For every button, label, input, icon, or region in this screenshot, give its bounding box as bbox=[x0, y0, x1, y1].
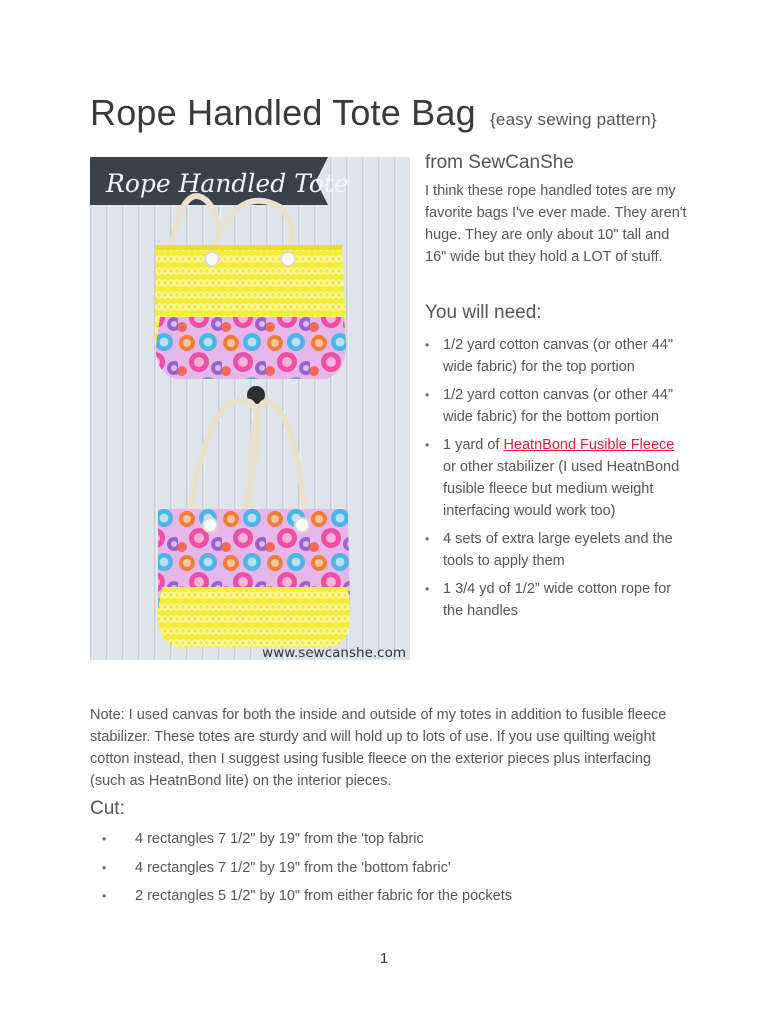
supply-item-text: 1 yard of bbox=[443, 437, 504, 453]
upper-tote-bag bbox=[155, 245, 347, 379]
supply-item: • 4 sets of extra large eyelets and the tools to apply them bbox=[425, 528, 687, 572]
cut-list bbox=[90, 828, 690, 914]
note-paragraph: Note: I used canvas for both the inside and outside of my totes in addition to fusible fleece stabilizer. These totes are sturdy and will hold up to lots of use. If you use quilting weight cotton instead, then I suggest using fusible fleece on the exterior pieces plus interfacing (such as HeatnBond lite) on the interior pieces. bbox=[90, 707, 667, 789]
cut-heading: Cut: bbox=[90, 798, 125, 819]
tote-bag-photo bbox=[90, 157, 410, 660]
cut-item: • 2 rectangles 5 1/2" by 10" from either fabric for the pockets bbox=[90, 885, 690, 907]
page-title bbox=[90, 92, 657, 134]
intro-paragraph: I think these rope handled totes are my favorite bags I've ever made. They aren't huge. They are only about 10" tall and 16" wide but they hold a LOT of stuff. bbox=[425, 183, 687, 265]
title-subtitle: {easy sewing pattern} bbox=[490, 110, 657, 129]
supplies-heading: You will need: bbox=[425, 302, 542, 323]
photo-watermark: www.sewcanshe.com bbox=[262, 645, 406, 660]
title-main: Rope Handled Tote Bag bbox=[90, 92, 476, 133]
supplies-list bbox=[425, 334, 687, 622]
supply-item: • 1/2 yard cotton canvas (or other 44" wide fabric) for the top portion bbox=[425, 334, 687, 378]
supply-item: • 1 3/4 yd of 1/2” wide cotton rope for the handles bbox=[425, 578, 687, 622]
cut-item: • 4 rectangles 7 1/2" by 19" from the 'top fabric bbox=[90, 828, 690, 850]
lower-tote-bag bbox=[158, 509, 350, 647]
right-column bbox=[425, 152, 687, 628]
source-credit: from SewCanShe bbox=[425, 152, 574, 173]
banner-text: Rope Handled Tote bbox=[106, 169, 349, 198]
supply-item: • 1/2 yard cotton canvas (or other 44" wide fabric) for the bottom portion bbox=[425, 384, 687, 428]
supply-item-text: or other stabilizer (I used HeatnBond fusible fleece but medium weight interfacing would work too) bbox=[443, 459, 680, 519]
heatnbond-fleece-link[interactable]: HeatnBond Fusible Fleece bbox=[503, 437, 675, 453]
supply-item bbox=[425, 434, 687, 522]
cut-item: • 4 rectangles 7 1/2" by 19" from the 'bottom fabric' bbox=[90, 857, 690, 879]
banner-sign bbox=[90, 157, 349, 205]
page-number: 1 bbox=[379, 950, 389, 967]
